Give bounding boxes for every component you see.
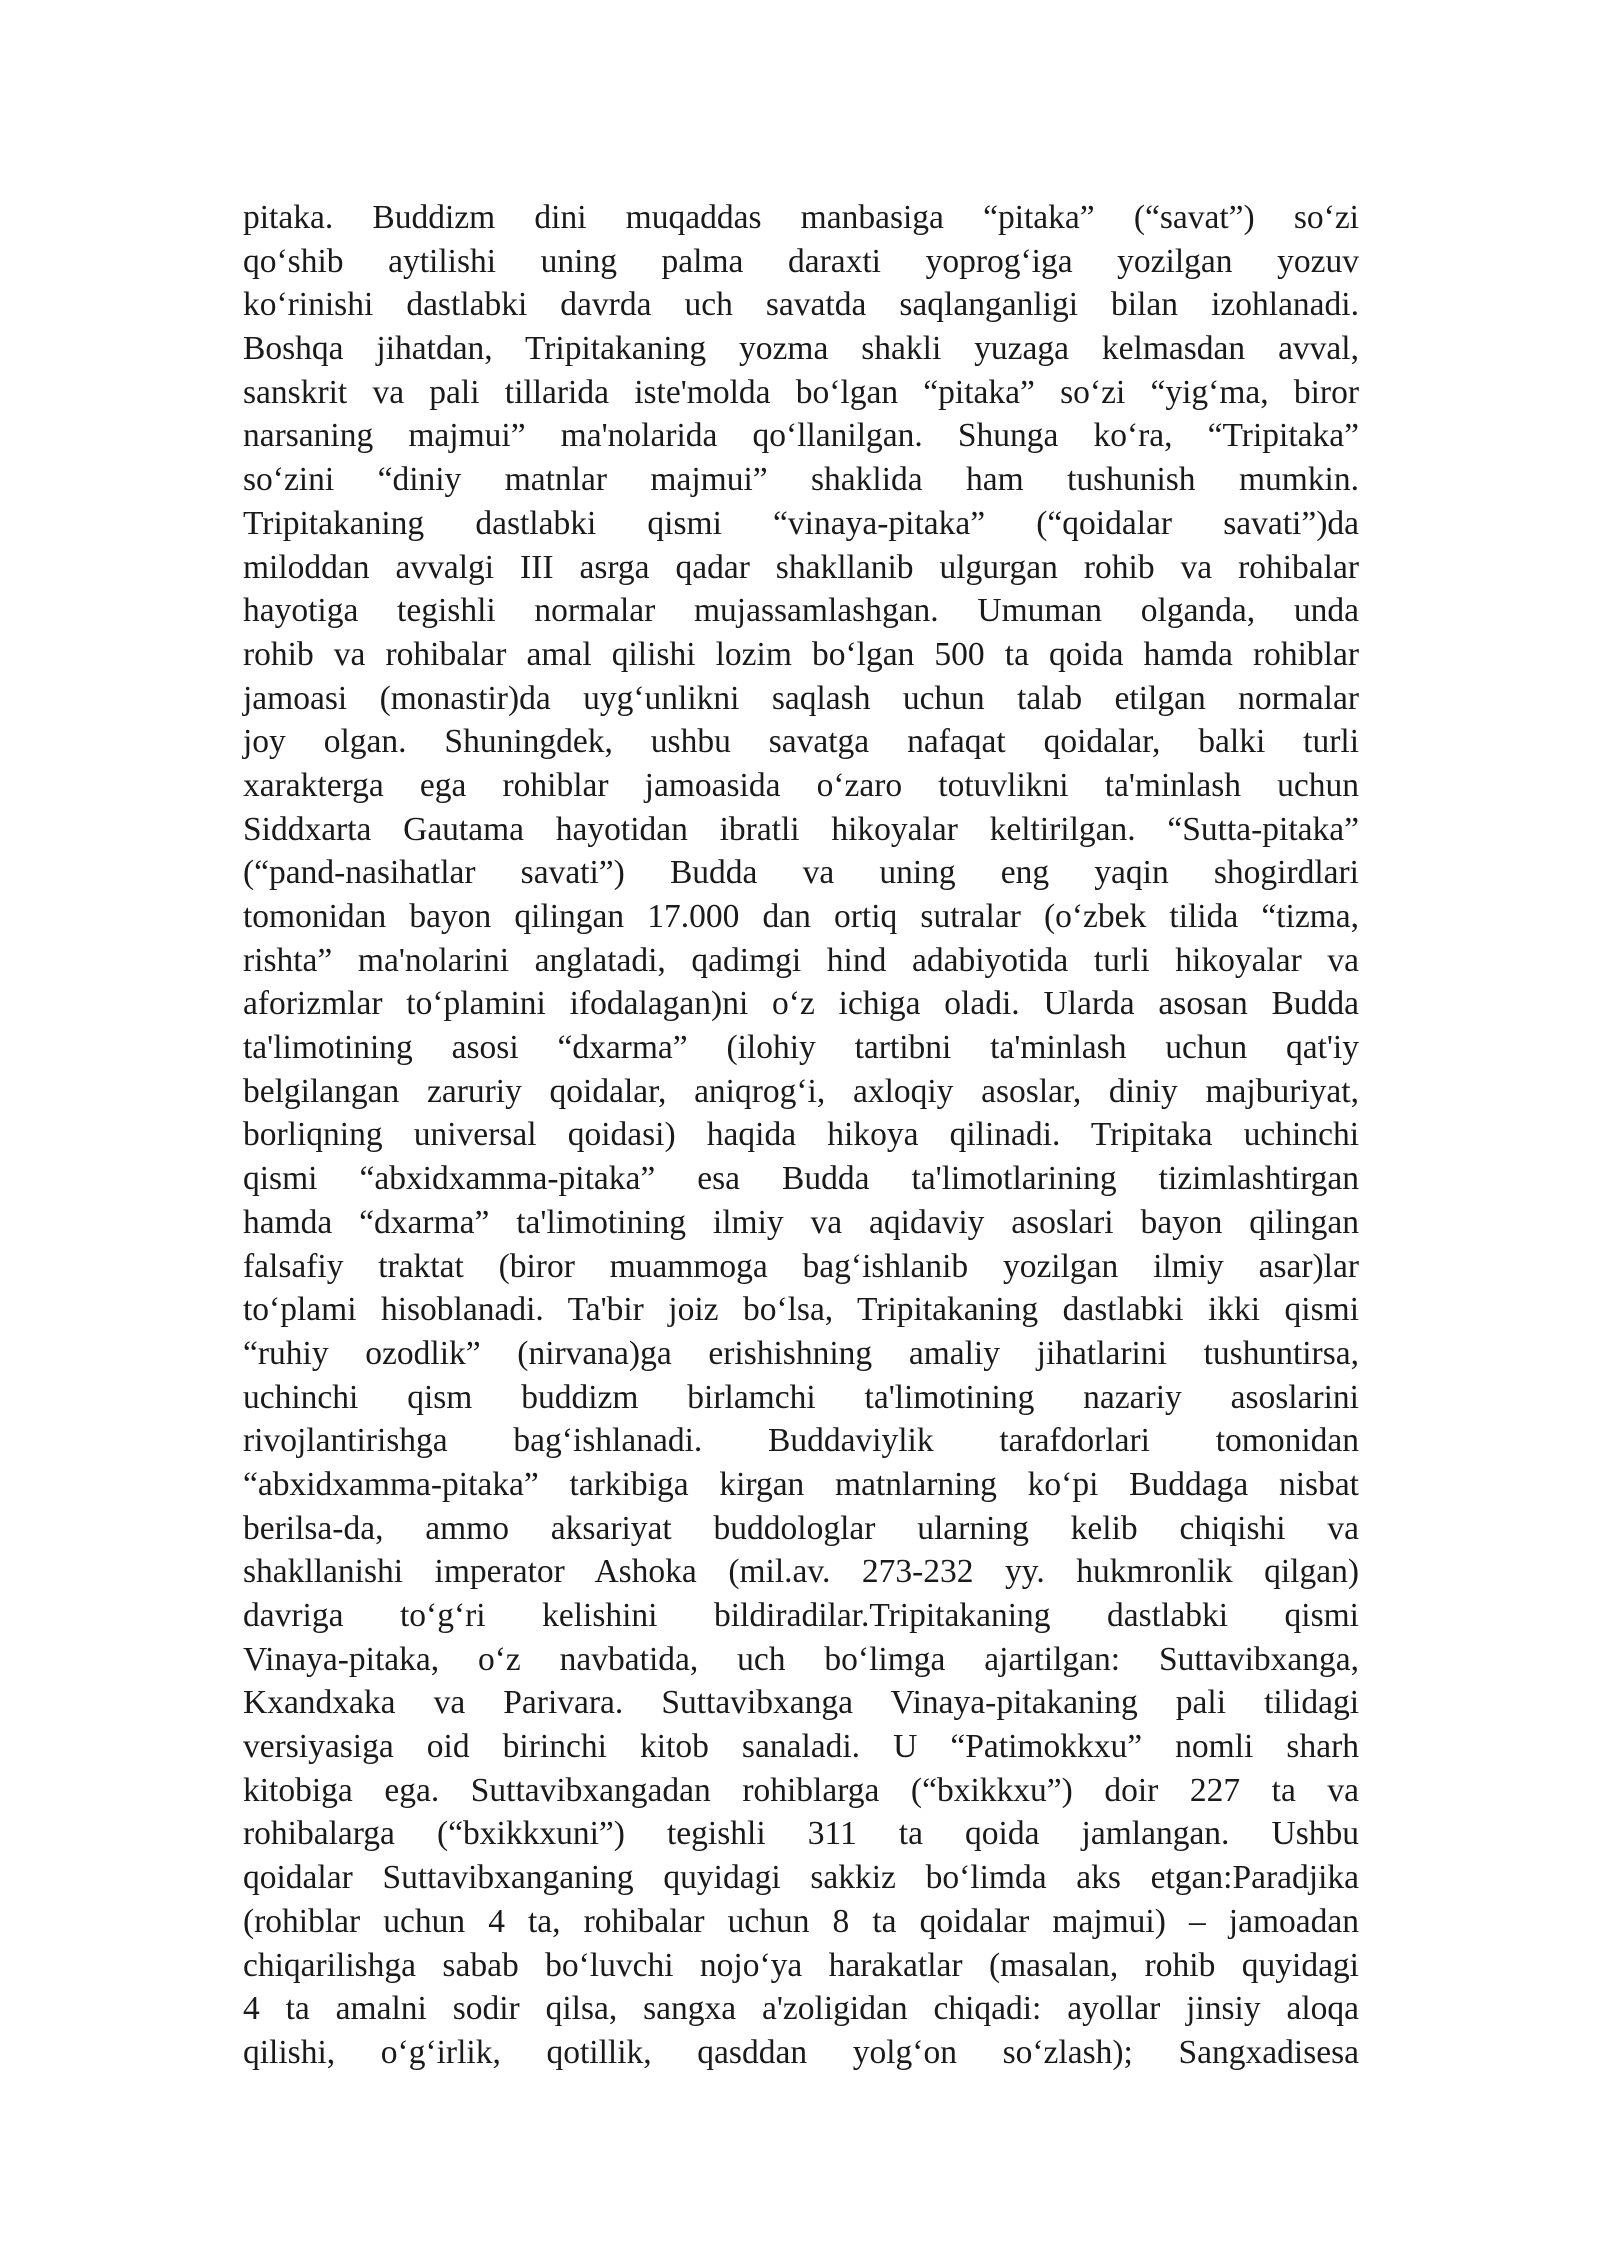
text-line: “ruhiy ozodlik” (nirvana)ga erishishning amaliy jihatlarini tushuntirsa,: [243, 1334, 1359, 1372]
text-line: xarakterga ega rohiblar jamoasida o‘zaro totuvlikni ta'minlash uchun: [243, 766, 1359, 804]
text-line: miloddan avvalgi III asrga qadar shakllanib ulgurgan rohib va rohibalar: [243, 548, 1359, 586]
text-line: Tripitakaning dastlabki qismi “vinaya-pitaka” (“qoidalar savati”)da: [243, 504, 1359, 542]
text-line: narsaning majmui” ma'nolarida qo‘llanilgan. Shunga ko‘ra, “Tripitaka”: [243, 417, 1359, 455]
text-line: kitobiga ega. Suttavibxangadan rohiblarga (“bxikkxu”) doir 227 ta va: [243, 1771, 1359, 1809]
text-line: rohibalarga (“bxikkxuni”) tegishli 311 ta qoida jamlangan. Ushbu: [243, 1815, 1359, 1853]
text-line: berilsa-da, ammo aksariyat buddologlar ularning kelib chiqishi va: [243, 1509, 1359, 1547]
text-line: ko‘rinishi dastlabki davrda uch savatda saqlanganligi bilan izohlanadi.: [243, 286, 1359, 324]
text-line: Boshqa jihatdan, Tripitakaning yozma shakli yuzaga kelmasdan avval,: [243, 330, 1359, 368]
text-line: hayotiga tegishli normalar mujassamlashgan. Umuman olganda, unda: [243, 592, 1359, 630]
text-line: hamda “dxarma” ta'limotining ilmiy va aqidaviy asoslari bayon qilingan: [243, 1203, 1359, 1241]
text-line: jamoasi (monastir)da uyg‘unlikni saqlash uchun talab etilgan normalar: [243, 679, 1359, 717]
text-line: qoidalar Suttavibxanganing quyidagi sakkiz bo‘limda aks etgan:Paradjika: [243, 1859, 1359, 1897]
text-line: uchinchi qism buddizm birlamchi ta'limotining nazariy asoslarini: [243, 1378, 1359, 1416]
text-line: shakllanishi imperator Ashoka (mil.av. 273-232 yy. hukmronlik qilgan): [243, 1553, 1359, 1591]
text-line: rohib va rohibalar amal qilishi lozim bo‘lgan 500 ta qoida hamda rohiblar: [243, 635, 1359, 673]
text-line: davriga to‘g‘ri kelishini bildiradilar.Tripitakaning dastlabki qismi: [243, 1597, 1359, 1634]
text-line: aforizmlar to‘plamini ifodalagan)ni o‘z ichiga oladi. Ularda asosan Budda: [243, 985, 1359, 1023]
text-line: rishta” ma'nolarini anglatadi, qadimgi hind adabiyotida turli hikoyalar va: [243, 941, 1359, 979]
text-line: Vinaya-pitaka, o‘z navbatida, uch bo‘limga ajartilgan: Suttavibxanga,: [243, 1640, 1359, 1678]
text-line: joy olgan. Shuningdek, ushbu savatga nafaqat qoidalar, balki turli: [243, 723, 1359, 761]
text-line: qo‘shib aytilishi uning palma daraxti yoprog‘iga yozilgan yozuv: [243, 242, 1359, 280]
body-text: [243, 196, 1359, 2075]
text-line: sanskrit va pali tillarida iste'molda bo‘lgan “pitaka” so‘zi “yig‘ma, biror: [243, 373, 1359, 411]
text-line: falsafiy traktat (biror muammoga bag‘ishlanib yozilgan ilmiy asar)lar: [243, 1247, 1359, 1285]
text-line: so‘zini “diniy matnlar majmui” shaklida ham tushunish mumkin.: [243, 461, 1359, 499]
text-line: 4 ta amalni sodir qilsa, sangxa a'zoligidan chiqadi: ayollar jinsiy aloqa: [243, 1990, 1359, 2028]
text-line: qilishi, o‘g‘irlik, qotillik, qasddan yolg‘on so‘zlash); Sangxadisesa: [243, 2033, 1359, 2071]
text-line: qismi “abxidxamma-pitaka” esa Budda ta'limotlarining tizimlashtirgan: [243, 1160, 1359, 1198]
text-line: chiqarilishga sabab bo‘luvchi nojo‘ya harakatlar (masalan, rohib quyidagi: [243, 1946, 1359, 1984]
text-line: borliqning universal qoidasi) haqida hikoya qilinadi. Tripitaka uchinchi: [243, 1116, 1359, 1154]
text-line: “abxidxamma-pitaka” tarkibiga kirgan matnlarning ko‘pi Buddaga nisbat: [243, 1465, 1359, 1503]
text-line: tomonidan bayon qilingan 17.000 dan ortiq sutralar (o‘zbek tilida “tizma,: [243, 898, 1359, 935]
text-line: belgilangan zaruriy qoidalar, aniqrog‘i, axloqiy asoslar, diniy majburiyat,: [243, 1072, 1359, 1110]
text-line: ta'limotining asosi “dxarma” (ilohiy tartibni ta'minlash uchun qat'iy: [243, 1029, 1359, 1067]
text-line: pitaka. Buddizm dini muqaddas manbasiga “pitaka” (“savat”) so‘zi: [243, 199, 1359, 236]
text-line: (“pand-nasihatlar savati”) Budda va uning eng yaqin shogirdlari: [243, 854, 1359, 892]
text-line: to‘plami hisoblanadi. Ta'bir joiz bo‘lsa, Tripitakaning dastlabki ikki qismi: [243, 1291, 1359, 1329]
text-line: versiyasiga oid birinchi kitob sanaladi. U “Patimokkxu” nomli sharh: [243, 1728, 1359, 1766]
text-line: (rohiblar uchun 4 ta, rohibalar uchun 8 ta qoidalar majmui) – jamoadan: [243, 1902, 1359, 1940]
text-line: Kxandxaka va Parivara. Suttavibxanga Vinaya-pitakaning pali tilidagi: [243, 1684, 1359, 1722]
text-line: rivojlantirishga bag‘ishlanadi. Buddaviylik tarafdorlari tomonidan: [243, 1422, 1359, 1460]
text-line: Siddxarta Gautama hayotidan ibratli hikoyalar keltirilgan. “Sutta-pitaka”: [243, 810, 1359, 848]
